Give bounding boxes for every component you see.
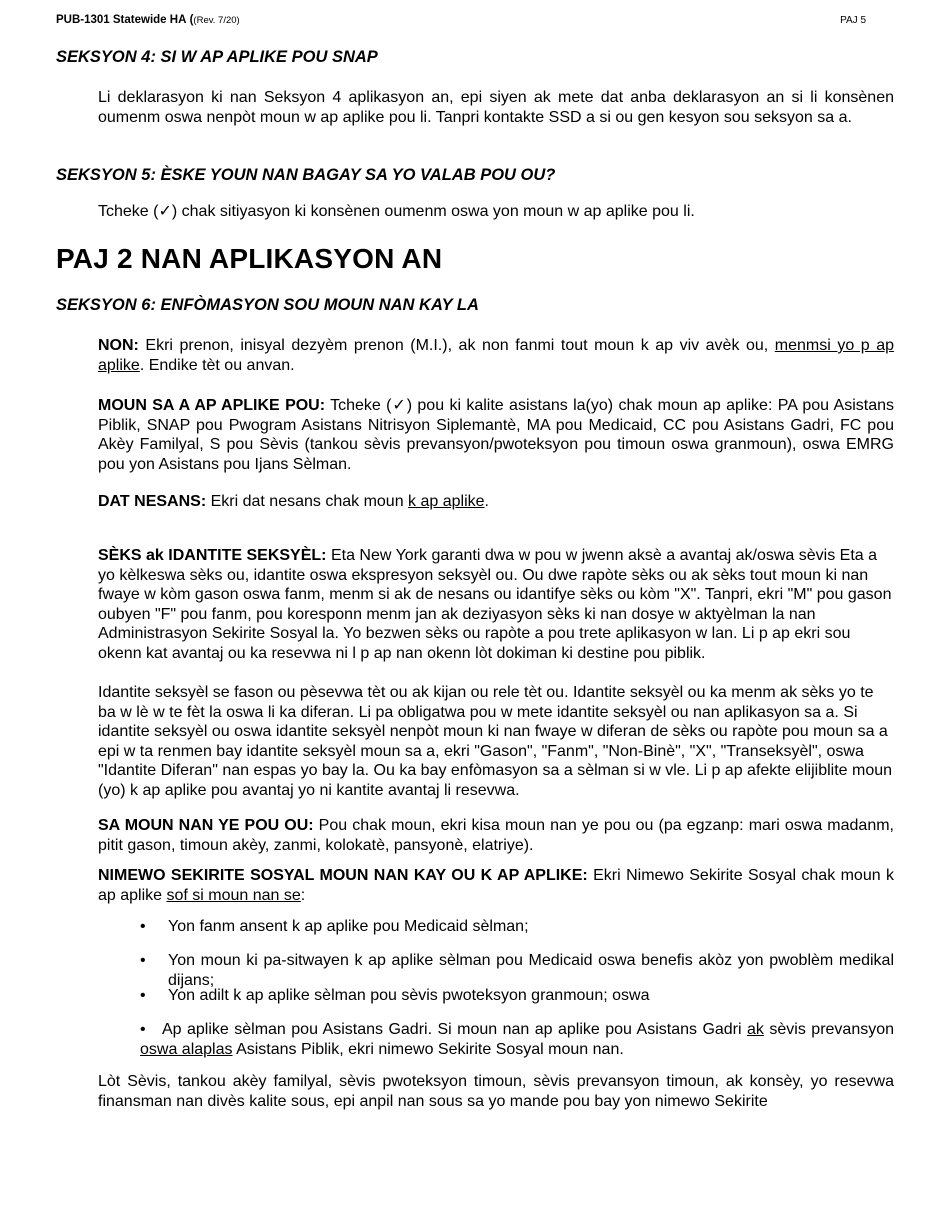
relationship-paragraph [98,816,894,855]
dat-text: Ekri dat nesans chak moun [206,493,409,510]
page-number: PAJ 5 [840,15,866,26]
seks-text: Eta New York garanti dwa w pou w jwenn aksè a avantaj ak/oswa sèvis Eta a yo kèlkeswa sèks ou, idantite oswa ekspresyon seksyèl ou. Ou dwe rapòte sèks ou ak sèks tout moun ki nan fwaye w kòm gason oswa fanm, menm si ak de nesans ou idantifye sèks ou kòm "X". Tanpri, ekri "M" pou gason oubyen "F" pou fanm, pou koresponn menm jan ak deziyasyon sèks ki nan dosye w aktyèlman la nan Administrasyon Sekirite Sosyal la. Yo bezwen sèks ou rapòte a pou trete aplikasyon w lan. Li p ap ekri sou okenn kat avantaj ou ka resevwa ni l p ap nan okenn lòt dokiman ki destine pou piblik. [98,547,892,662]
b4-underline-ak: ak [747,1021,764,1038]
list-item [140,1020,894,1059]
relationship-label: SA MOUN NAN YE POU OU: [98,817,314,834]
ssn-underline: sof si moun nan se [166,886,301,904]
bullet-icon: • [140,987,146,1004]
dat-label: DAT NESANS: [98,493,207,510]
form-id: PUB-1301 Statewide HA [56,14,187,26]
section-6-title: SEKSYON 6: ENFÒMASYON SOU MOUN NAN KAY LA [56,296,479,314]
section-4-title: SEKSYON 4: SI W AP APLIKE POU SNAP [56,48,378,66]
b4-text-c: Asistans Piblik, ekri nimewo Sekirite Sosyal moun nan. [232,1040,624,1058]
seks-label: SÈKS ak IDANTITE SEKSYÈL: [98,547,327,564]
moun-label: MOUN SA A AP APLIKE POU: [98,397,326,414]
non-label: NON: [98,337,139,354]
list-item-text: Yon fanm ansent k ap aplike pou Medicaid sèlman; [168,918,529,935]
other-services-paragraph: Lòt Sèvis, tankou akèy familyal, sèvis pwoteksyon timoun, sèvis prevansyon timoun, ak konsèy, yo resevwa finansman nan divès kalite sous, epi anpil nan sous sa yo mande pou bay yon nimewo Sekirite [98,1073,894,1110]
section-4-body: Li deklarasyon ki nan Seksyon 4 aplikasyon an, epi siyen ak mete dat anba deklarasyon an si li konsènen oumenm oswa nenpòt moun w ap aplike pou li. Tanpri kontakte SSD a si ou gen kesyon sou seksyon sa a. [98,89,894,126]
moun-text: Tcheke (✓) pou ki kalite asistans la(yo) chak moun ap aplike: PA pou Asistans Piblik, SNAP pou Pwogram Asistans Nitrisyon Siplemantè, MA pou Medicaid, CC pou Asistans Gadri, FC pou Akèy Familyal, S pou Sèvis (tankou sèvis prevansyon/pwoteksyon pou timoun oswa granmoun), oswa EMRG pou yon Asistans pou Ijans Sèlman. [98,397,894,473]
ssn-label: NIMEWO SEKIRITE SOSYAL MOUN NAN KAY OU K AP APLIKE: [98,867,588,884]
rev-open-paren: ( [189,14,194,26]
page-2-heading: PAJ 2 NAN APLIKASYON AN [56,243,443,274]
ssn-paragraph [98,866,894,905]
section-5-body: Tcheke (✓) chak sitiyasyon ki konsènen oumenm oswa yon moun w ap aplike pou li. [98,203,695,220]
b4-text-b: sèvis prevansyon [763,1021,895,1038]
seks-paragraph-2: Idantite seksyèl se fason ou pèsevwa tèt ou ak kijan ou rele tèt ou. Idantite seksyèl ou ka menm ak sèks yo te ba w lè w te fèt la oswa li ka diferan. Li pa obligatwa pou w mete idantite seksyèl ou nan aplikasyon sa a. Si idantite seksyèl ou oswa idantite seksyèl nenpòt moun ki nan fwaye w diferan de sèks ou rapòte pou moun sa a epi w ta renmen bay idantite seksyèl moun sa a, ekri "Gason", "Fanm", "Non-Binè", "X", "Transeksyèl", oswa "Idantite Diferan" nan espas yo bay la. Ou ka bay enfòmasyon sa a sèlman si w vle. Li p ap afekte elijiblite moun (yo) k ap aplike pou avantaj yo ni kantite avantaj li resevwa. [98,684,893,799]
non-underline: menmsi yo p ap aplike [98,337,895,374]
seks-paragraph [98,546,894,664]
bullet-icon: • [140,952,146,969]
b4-text-a: Ap aplike sèlman pou Asistans Gadri. Si moun nan ap aplike pou Asistans Gadri [161,1021,748,1038]
ssn-text: Ekri Nimewo Sekirite Sosyal chak moun k ap aplike [98,867,895,904]
b4-underline-oswa: oswa alaplas [140,1040,233,1058]
non-end: . Endike tèt ou anvan. [139,356,295,374]
list-item [140,951,894,990]
bullet-icon: • [140,918,146,935]
non-paragraph [98,336,894,375]
list-item [140,986,894,1006]
non-text: Ekri prenon, inisyal dezyèm prenon (M.I.), ak non fanmi tout moun k ap viv avèk ou, [138,337,775,354]
relationship-text: Pou chak moun, ekri kisa moun nan ye pou ou (pa egzanp: mari oswa madanm, pitit gason, timoun akèy, zanmi, kolokatè, pansyonè, elatriye). [98,817,894,854]
list-item-text: Yon adilt k ap aplike sèlman pou sèvis pwoteksyon granmoun; oswa [168,987,650,1004]
form-header [56,14,240,26]
dat-underline: k ap aplike [408,493,485,510]
section-5-title: SEKSYON 5: ÈSKE YOUN NAN BAGAY SA YO VALAB POU OU? [56,166,556,184]
ssn-end: : [300,886,306,904]
dat-paragraph [98,492,894,512]
list-item-text: Yon moun ki pa-sitwayen k ap aplike sèlman pou Medicaid oswa benefis akòz yon pwoblèm medikal dijans; [168,952,894,989]
dat-end: . [484,493,489,510]
form-revision: (Rev. 7/20) [193,15,240,26]
bullet-icon: • [140,1021,146,1038]
list-item [140,917,894,937]
moun-paragraph [98,396,894,474]
